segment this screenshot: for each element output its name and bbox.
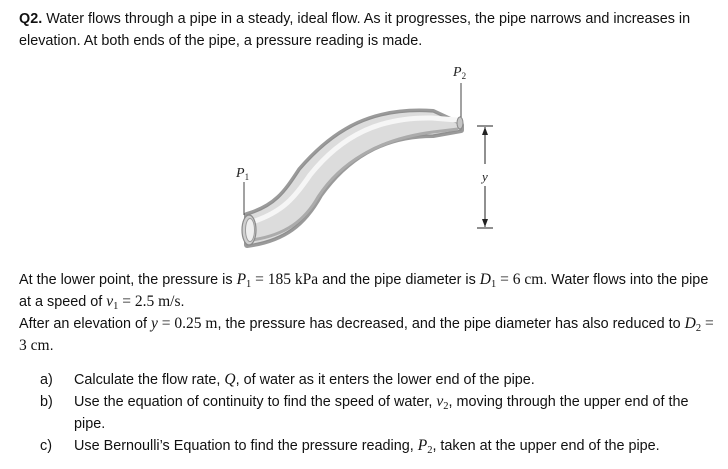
d1-symbol: $D_1$ [479,271,497,290]
d2-value: = 3 cm [19,315,714,354]
d1-value: = 6 cm [496,271,544,288]
pipe-lower-opening-inner [246,219,255,242]
p1-symbol: $P_1$ [236,271,252,290]
question-item-b: b) Use the equation of continuity to find the speed of water, $v_2$, moving through the upper end of the pipe. [40,393,689,432]
question-item-c: c) Use Bernoulli’s Equation to find the pressure reading, $P_2$, taken at the upper end of the pipe. [40,437,660,456]
p1-label: $P_1$ [236,166,250,182]
question-list [40,369,710,457]
p1-value: = 185 kPa [251,271,319,288]
v1-value: = 2.5 m/s [118,293,181,310]
y-value: = 0.25 m [157,315,218,332]
question-marker: a) [40,372,53,388]
question-marker: b) [40,394,53,410]
y-dimension-arrow-down [482,219,488,227]
p1-label-sub: 1 [244,172,250,182]
question-item-a: a) Calculate the flow rate, Q, of water as it enters the lower end of the pipe. [40,369,710,391]
v2-symbol: $v_2$ [436,393,449,412]
y-label: y [482,169,488,184]
paragraph-lower-point: At the lower point, the pressure is $P_1 = 185$ kPa and the pipe diameter is $D_1 = 6$ cm. Water flows into the pipe at a speed of $v_1 = 2.5$ m/s. [19,271,709,312]
p2-label: $P_2$ [453,65,467,81]
q-symbol: Q [224,371,236,388]
pipe-upper-end [457,117,463,129]
v1-symbol: $v_1$ [106,293,119,312]
paragraph-upper-point: After an elevation of y = 0.25 m, the pressure has decreased, and the pipe diameter has also reduced to $D_2 = 3$ cm. [19,315,714,354]
y-symbol: y [151,315,158,332]
y-dimension-arrow-up [482,127,488,135]
question-marker: c) [40,438,52,454]
question-intro-text: Water flows through a pipe in a steady, ideal flow. As it progresses, the pipe narrows and increases in elevation. At both ends of the pipe, a pressure reading is made. [19,11,691,49]
p2-label-sub: 2 [461,71,467,81]
question-number: Q2. [19,11,43,27]
d2-symbol: $D_2$ [684,315,702,334]
p2-symbol: $P_2$ [417,437,433,456]
